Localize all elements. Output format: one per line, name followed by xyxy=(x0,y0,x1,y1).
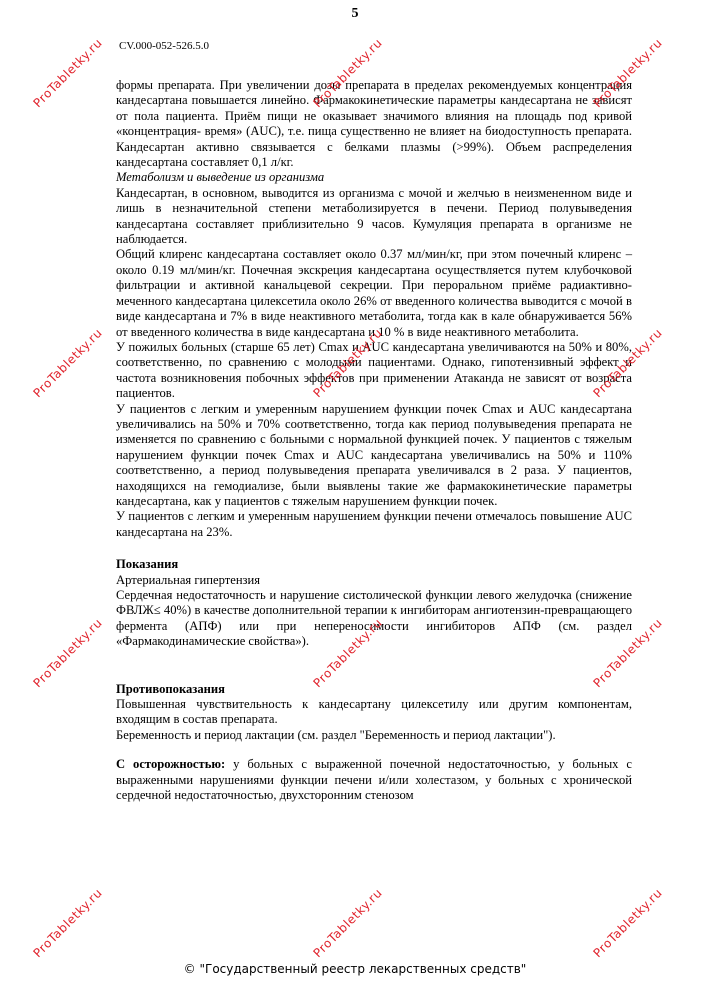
caution-paragraph xyxy=(116,757,632,803)
watermark-text: ProTabletky.ru xyxy=(590,615,666,691)
watermark-text: ProTabletky.ru xyxy=(590,35,666,111)
pk-paragraph-hepatic: У пациентов с легким и умеренным нарушением функции печени отмечалось повышение AUC кандесартана на 23%. xyxy=(116,509,632,539)
document-code: CV.000-052-526.5.0 xyxy=(119,40,209,52)
caution-text: у больных с выраженной почечной недостаточностью, у больных с выраженными нарушениями функции печени и/или холестазом, у больных с хронической сердечной недостаточностью, двухсторонним стенозом xyxy=(116,757,632,803)
watermark-text: ProTabletky.ru xyxy=(310,885,386,961)
watermark-text: ProTabletky.ru xyxy=(310,615,386,691)
watermark-text: ProTabletky.ru xyxy=(590,325,666,401)
pk-paragraph-elimination: Кандесартан, в основном, выводится из организма с мочой и желчью в неизмененном виде и лишь в незначительной степени метаболизируется в печени. Период полувыведения кандесартана составляет приблизительно 9 часов. Кумуляция препарата в организме не наблюдается. xyxy=(116,185,632,247)
pk-paragraph-elderly: У пожилых больных (старше 65 лет) Cmax и AUC кандесартана увеличиваются на 50% и 80%, соответственно, по сравнению с молодыми пациентами. Однако, гипотензивный эффект и частота возникновения побочных эффектов при применении Атаканда не зависят от возраста пациентов. xyxy=(116,339,632,401)
page-number: 5 xyxy=(351,6,359,21)
watermark-text: ProTabletky.ru xyxy=(30,325,106,401)
watermark-text: ProTabletky.ru xyxy=(30,615,106,691)
pk-paragraph-renal: У пациентов с легким и умеренным нарушением функции почек Cmax и AUC кандесартана увеличивались на 50% и 70% соответственно, тогда как период полувыведения препарата не изменяется по сравнению с больными с нормальной функцией почек. У пациентов с тяжелым нарушением функции почек Cmax и AUC кандесартана увеличивались на 50% и 110% соответственно, а период полувыведения препарата увеличивался в 2 раза. У пациентов, находящихся на гемодиализе, были выявлены такие же фармакокинетические параметры кандесартана, как у пациентов с тяжелым нарушением функции почек. xyxy=(116,401,632,508)
contraindication-item: Повышенная чувствительность к кандесартану цилексетилу или другим компонентам, входящим в состав препарата. xyxy=(116,697,632,727)
caution-lead: С осторожностью: xyxy=(116,757,226,772)
contraindications-heading: Противопоказания xyxy=(116,681,225,696)
watermark-text: ProTabletky.ru xyxy=(310,325,386,401)
indication-item: Сердечная недостаточность и нарушение систолической функции левого желудочка (снижение ФВЛЖ≤ 40%) в качестве дополнительной терапии к ингибиторам ангиотензин-превращающего фермента (АПФ) или при непереносимости ингибиторов АПФ (см. раздел «Фармакодинамические свойства»). xyxy=(116,588,632,649)
watermark-text: ProTabletky.ru xyxy=(30,885,106,961)
watermark-text: ProTabletky.ru xyxy=(590,885,666,961)
contraindication-item: Беременность и период лактации (см. раздел "Беременность и период лактации"). xyxy=(116,727,556,742)
indications-heading: Показания xyxy=(116,557,179,572)
watermark-text: ProTabletky.ru xyxy=(310,35,386,111)
footer-copyright: © "Государственный реестр лекарственных средств" xyxy=(183,962,527,976)
indication-item: Артериальная гипертензия xyxy=(116,572,261,587)
pk-paragraph-clearance: Общий клиренс кандесартана составляет около 0.37 мл/мин/кг, при этом почечный клиренс – около 0.19 мл/мин/кг. Почечная экскреция кандесартана осуществляется путем клубочковой фильтрации и активной канальцевой секреции. При пероральном приёме радиактивно-меченного кандесартана цилексетила около 26% от введенного количества выводится с мочой в виде кандесартана и 7% в виде неактивного метаболита, тогда как в кале обнаруживается 56% от введенного количества в виде кандесартана и 10 % в виде неактивного метаболита. xyxy=(116,247,632,339)
document-body xyxy=(116,78,632,803)
metabolism-heading: Метаболизм и выведение из организма xyxy=(116,170,325,185)
watermark-text: ProTabletky.ru xyxy=(30,35,106,111)
pk-paragraph-absorption: формы препарата. При увеличении дозы препарата в пределах рекомендуемых концентрация кандесартана повышается линейно. Фармакокинетические параметры кандесартана не зависят от пола пациента. Приём пищи не оказывает значимого влияния на площадь под кривой «концентрация- время» (AUC), т.е. пища существенно не влияет на биодоступность препарата. Кандесартан активно связывается с белками плазмы (>99%). Объем распределения кандесартана составляет 0,1 л/кг. xyxy=(116,78,632,170)
